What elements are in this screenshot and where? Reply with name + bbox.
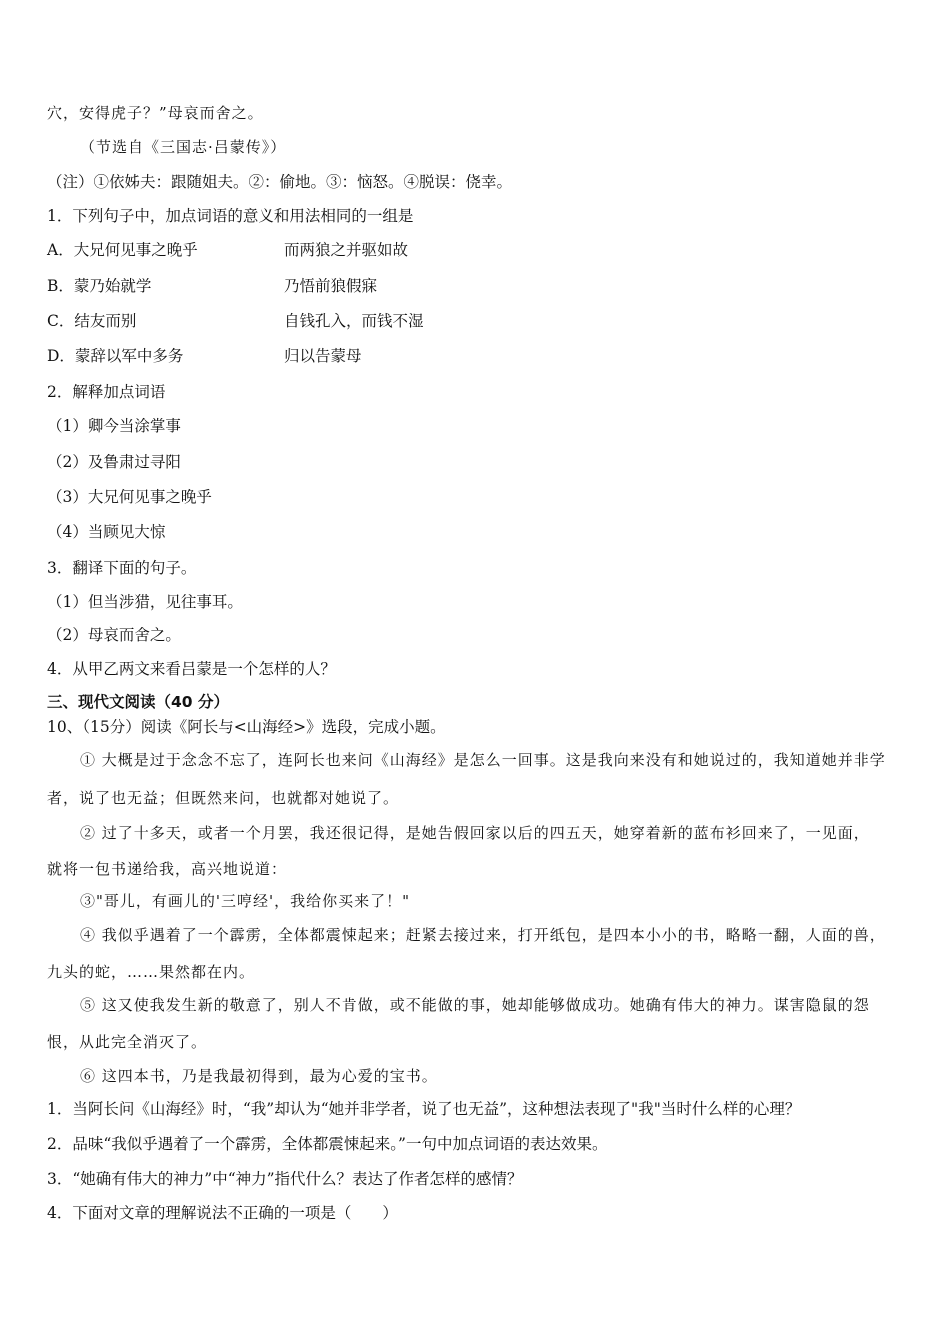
q1-option-b-pair: 乃悟前狼假寐 bbox=[284, 277, 378, 295]
q1-option-d: D．蒙辞以军中多务 bbox=[47, 347, 184, 365]
passage-paragraph: ⑤ 这又使我发生新的敬意了，别人不肯做，或不能做的事，她却能够做成功。她确有伟大的神力。谋害隐鼠的怨 bbox=[80, 996, 870, 1014]
passage-paragraph: ① 大概是过于念念不忘了，连阿长也来问《山海经》是怎么一回事。这是我向来没有和她说过的，我知道她并非学 bbox=[80, 751, 886, 769]
passage-paragraph: 恨，从此完全消灭了。 bbox=[47, 1033, 208, 1051]
question-2-stem: 2．解释加点词语 bbox=[47, 383, 166, 401]
question-4-stem: 4．从甲乙两文来看吕蒙是一个怎样的人？ bbox=[47, 660, 336, 678]
q3-item: （2）母哀而舍之。 bbox=[47, 626, 181, 644]
reading-question: 2．品味“我似乎遇着了一个霹雳，全体都震悚起来。”一句中加点词语的表达效果。 bbox=[47, 1135, 608, 1153]
passage-paragraph: 就将一包书递给我，高兴地说道： bbox=[47, 860, 288, 878]
q1-option-a: A．大兄何见事之晚乎 bbox=[47, 241, 198, 259]
section-heading: 三、现代文阅读（40 分） bbox=[47, 693, 229, 711]
reading-question: 1．当阿长问《山海经》时，“我”却认为“她并非学者，说了也无益”，这种想法表现了"我"当时什么样的心理？ bbox=[47, 1100, 801, 1118]
passage-notes: （注）①依姊夫：跟随姐夫。②：偷地。③：恼怒。④脱误：侥幸。 bbox=[47, 173, 513, 191]
passage-tail-line: 穴，安得虎子？”母哀而舍之。 bbox=[47, 104, 264, 122]
reading-question: 4．下面对文章的理解说法不正确的一项是（ ） bbox=[47, 1204, 398, 1222]
q2-item: （1）卿今当涂掌事 bbox=[47, 417, 181, 435]
section-intro: 10、（15分）阅读《阿长与<山海经>》选段，完成小题。 bbox=[47, 718, 446, 736]
passage-paragraph: ③"哥儿，有画儿的'三哼经'，我给你买来了！" bbox=[80, 892, 411, 910]
q2-item: （3）大兄何见事之晚乎 bbox=[47, 488, 212, 506]
passage-source: （节选自《三国志·吕蒙传》） bbox=[80, 138, 287, 156]
q1-option-b: B．蒙乃始就学 bbox=[47, 277, 152, 295]
passage-paragraph: ② 过了十多天，或者一个月罢，我还很记得，是她告假回家以后的四五天，她穿着新的蓝布衫回来了，一见面， bbox=[80, 824, 870, 842]
q1-option-d-pair: 归以告蒙母 bbox=[284, 347, 362, 365]
reading-question: 3．“她确有伟大的神力”中“神力”指代什么？表达了作者怎样的感情？ bbox=[47, 1170, 523, 1188]
question-3-stem: 3．翻译下面的句子。 bbox=[47, 559, 197, 577]
q1-option-c: C．结友而别 bbox=[47, 312, 137, 330]
passage-paragraph: ⑥ 这四本书，乃是我最初得到，最为心爱的宝书。 bbox=[80, 1067, 438, 1085]
q2-item: （4）当顾见大惊 bbox=[47, 523, 166, 541]
passage-paragraph: 者，说了也无益；但既然来问，也就都对她说了。 bbox=[47, 789, 400, 807]
q2-item: （2）及鲁肃过寻阳 bbox=[47, 453, 181, 471]
passage-paragraph: ④ 我似乎遇着了一个霹雳，全体都震悚起来；赶紧去接过来，打开纸包，是四本小小的书，略略一翻，人面的兽， bbox=[80, 926, 886, 944]
question-1-stem: 1．下列句子中，加点词语的意义和用法相同的一组是 bbox=[47, 207, 414, 225]
q3-item: （1）但当涉猎，见往事耳。 bbox=[47, 593, 243, 611]
passage-paragraph: 九头的蛇，……果然都在内。 bbox=[47, 963, 256, 981]
q1-option-c-pair: 自钱孔入，而钱不湿 bbox=[284, 312, 424, 330]
q1-option-a-pair: 而两狼之并驱如故 bbox=[284, 241, 409, 259]
